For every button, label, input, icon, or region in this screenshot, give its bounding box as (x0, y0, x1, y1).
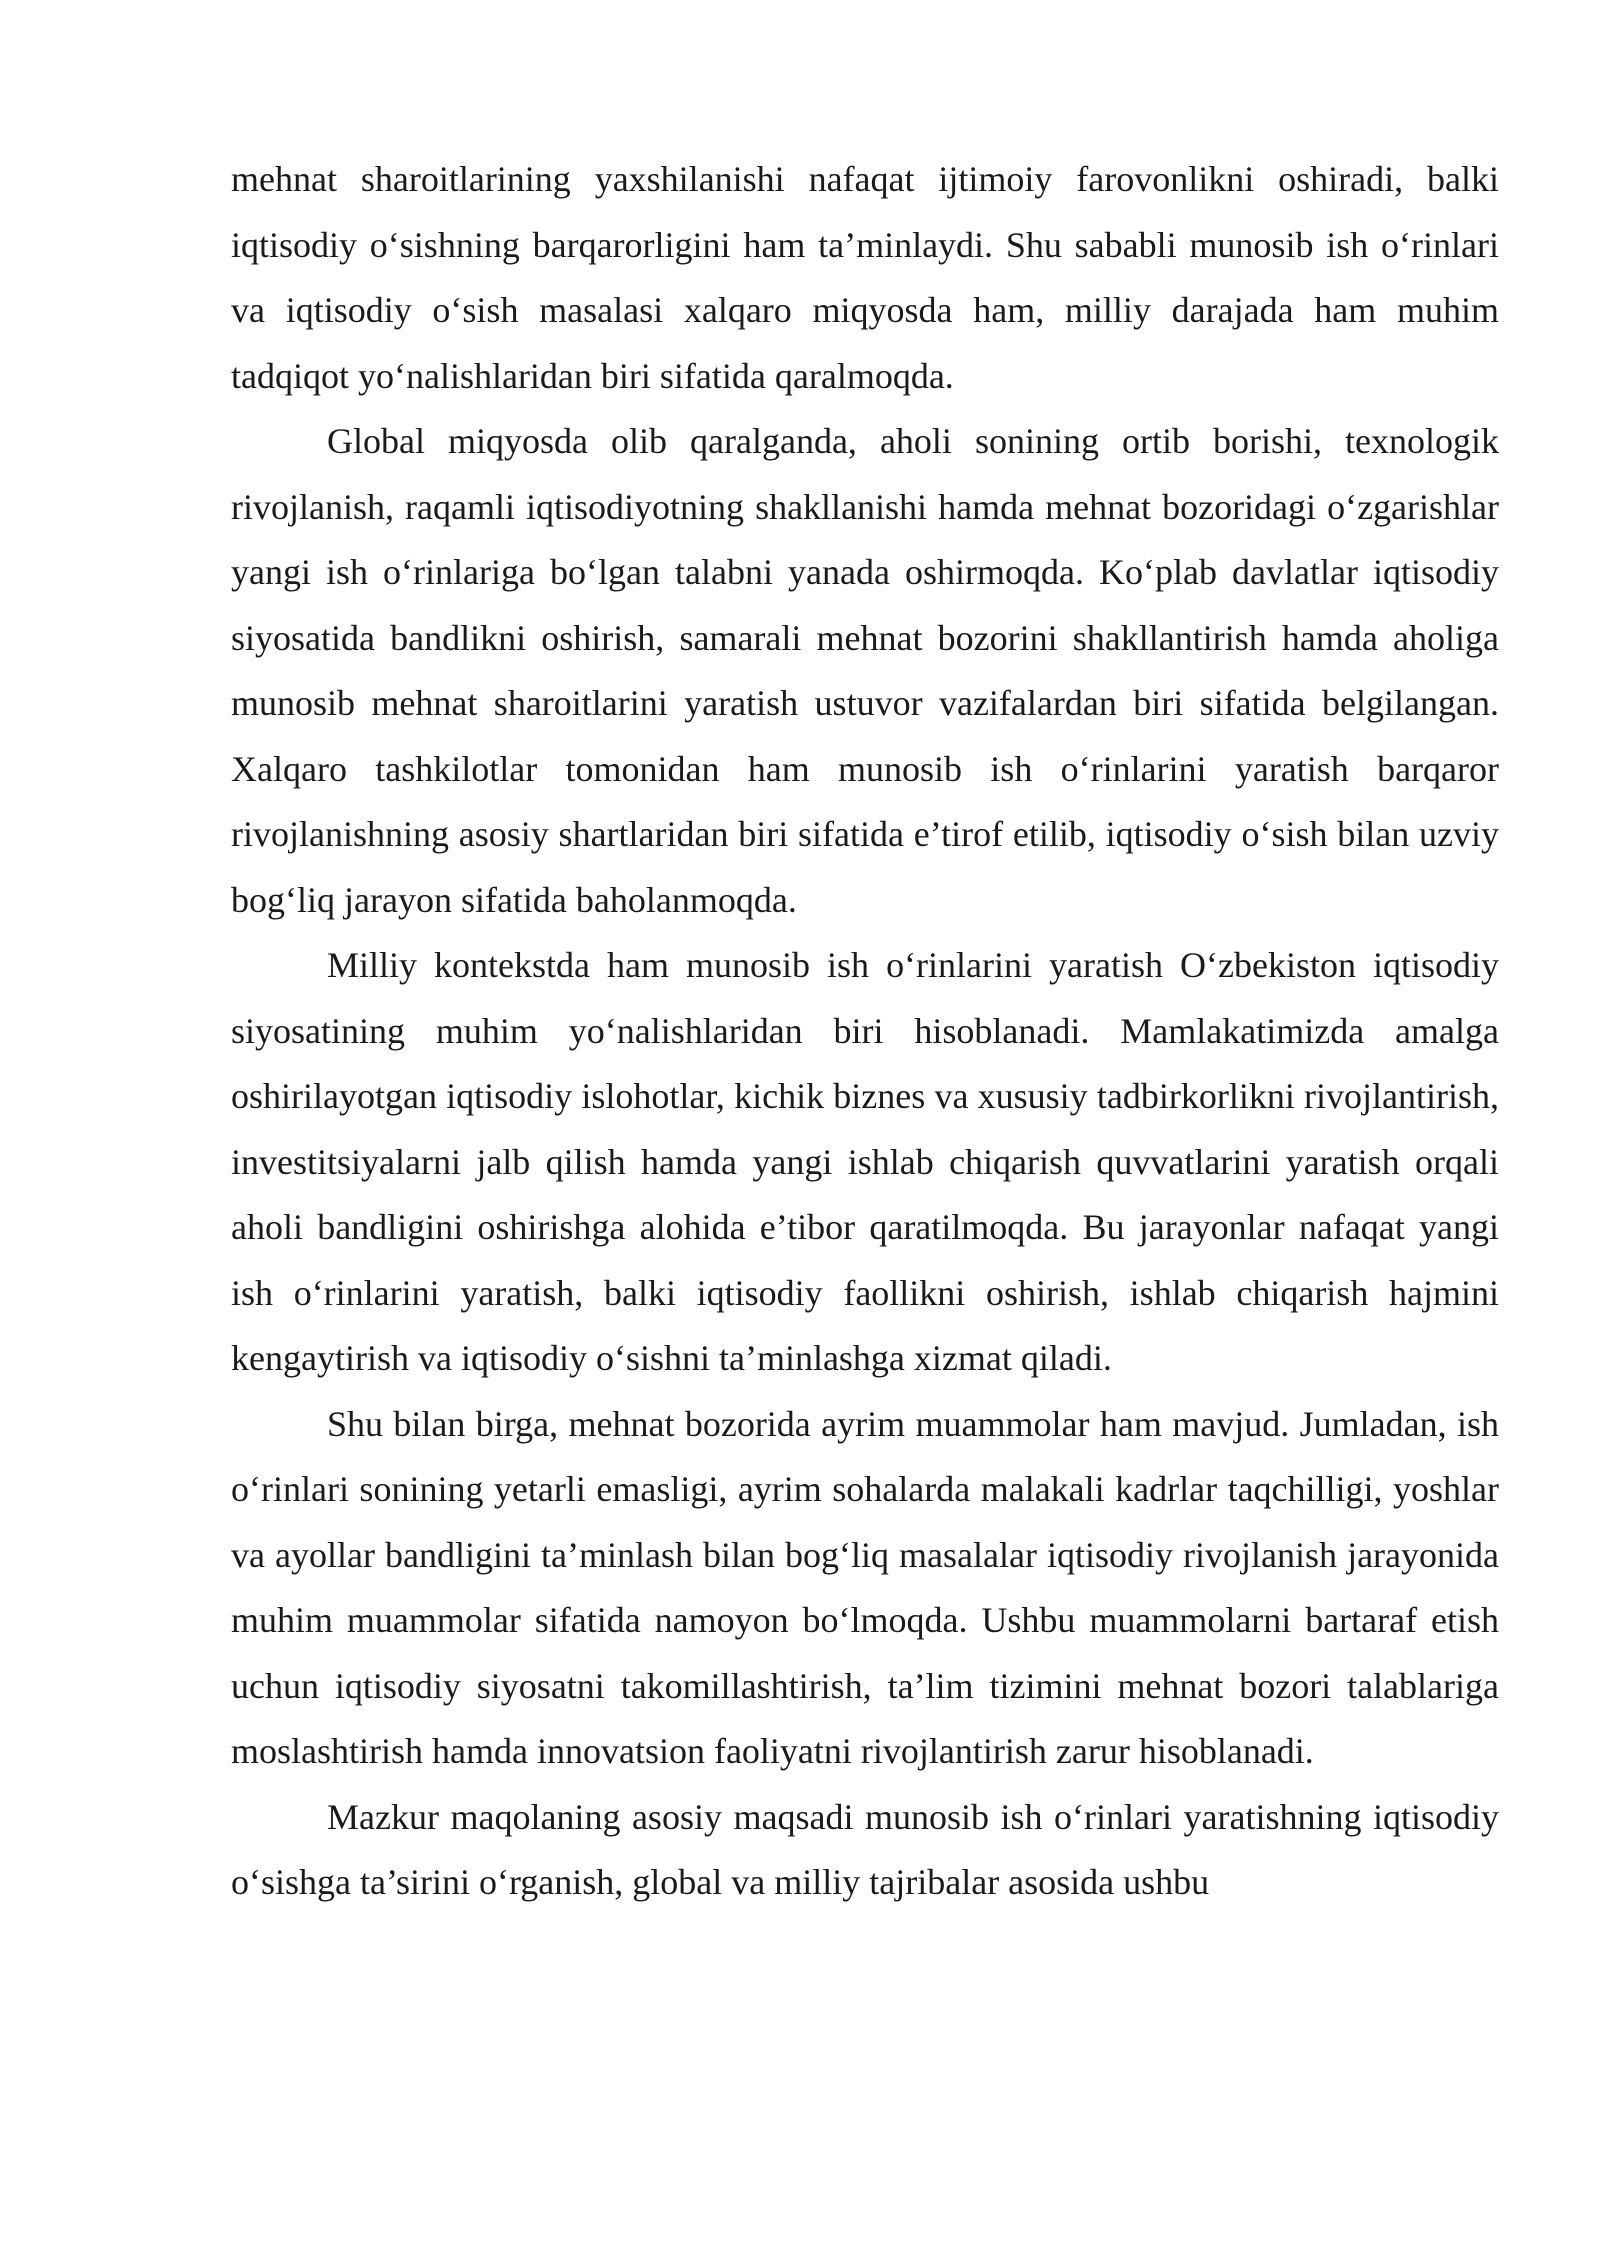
paragraph-5: Mazkur maqolaning asosiy maqsadi munosib ish o‘rinlari yaratishning iqtisodiy o‘sishga ta’sirini o‘rganish, global va milliy tajribalar asosida ushbu (231, 1796, 1499, 1902)
paragraph-4: Shu bilan birga, mehnat bozorida ayrim muammolar ham mavjud. Jumladan, ish o‘rinlari sonining yetarli emasligi, ayrim sohalarda malakali kadrlar taqchilligi, yoshlar va ayollar bandligini ta’minlash bilan bog‘liq masalalar iqtisodiy rivojlanish jarayonida muhim muammolar sifatida namoyon bo‘lmoqda. Ushbu muammolarni bartaraf etish uchun iqtisodiy siyosatni takomillashtirish, ta’lim tizimini mehnat bozori talablariga moslashtirish hamda innovatsion faoliyatni rivojlantirish zarur hisoblanadi. (231, 1403, 1499, 1771)
paragraph-3: Milliy kontekstda ham munosib ish o‘rinlarini yaratish O‘zbekiston iqtisodiy siyosatining muhim yo‘nalishlaridan biri hisoblanadi. Mamlakatimizda amalga oshirilayotgan iqtisodiy islohotlar, kichik biznes va xususiy tadbirkorlikni rivojlantirish, investitsiyalarni jalb qilish hamda yangi ishlab chiqarish quvvatlarini yaratish orqali aholi bandligini oshirishga alohida e’tibor qaratilmoqda. Bu jarayonlar nafaqat yangi ish o‘rinlarini yaratish, balki iqtisodiy faollikni oshirish, ishlab chiqarish hajmini kengaytirish va iqtisodiy o‘sishni ta’minlashga xizmat qiladi. (231, 945, 1499, 1378)
paragraph-1: mehnat sharoitlarining yaxshilanishi nafaqat ijtimoiy farovonlikni oshiradi, balki iqtisodiy o‘sishning barqarorligini ham ta’minlaydi. Shu sababli munosib ish o‘rinlari va iqtisodiy o‘sish masalasi xalqaro miqyosda ham, milliy darajada ham muhim tadqiqot yo‘nalishlaridan biri sifatida qaralmoqda. (231, 159, 1499, 396)
body-text (231, 147, 1499, 1916)
paragraph-2: Global miqyosda olib qaralganda, aholi sonining ortib borishi, texnologik rivojlanish, raqamli iqtisodiyotning shakllanishi hamda mehnat bozoridagi o‘zgarishlar yangi ish o‘rinlariga bo‘lgan talabni yanada oshirmoqda. Ko‘plab davlatlar iqtisodiy siyosatida bandlikni oshirish, samarali mehnat bozorini shakllantirish hamda aholiga munosib mehnat sharoitlarini yaratish ustuvor vazifalardan biri sifatida belgilangan. Xalqaro tashkilotlar tomonidan ham munosib ish o‘rinlarini yaratish barqaror rivojlanishning asosiy shartlaridan biri sifatida e’tirof etilib, iqtisodiy o‘sish bilan uzviy bog‘liq jarayon sifatida baholanmoqda. (231, 421, 1499, 920)
